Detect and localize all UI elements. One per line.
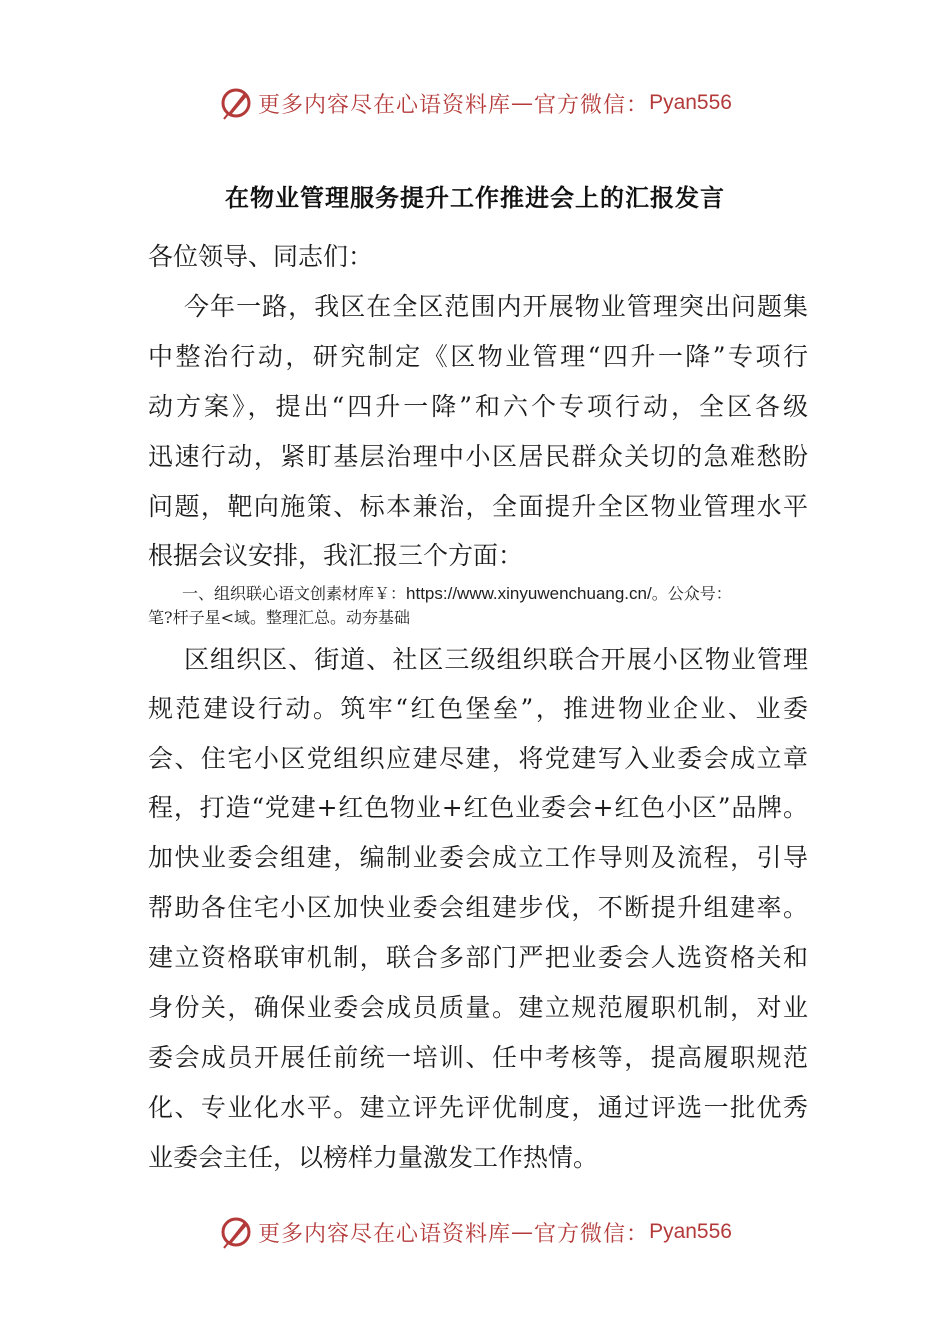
para2-line: 规范建设行动。筑牢“红色堡垒”，推进物业企业、业委 xyxy=(148,694,808,723)
banner-wechat-id: Pyan556 xyxy=(649,1220,732,1243)
para2-line: 加快业委会组建，编制业委会成立工作导则及流程，引导 xyxy=(148,843,808,872)
quill-pen-logo-icon xyxy=(218,85,254,121)
para1-line: 动方案》，提出“四升一降”和六个专项行动，全区各级 xyxy=(148,392,808,421)
banner-dash: — xyxy=(511,90,535,116)
quill-pen-logo-icon xyxy=(218,1214,254,1250)
para2-line: 程，打造“党建+红色物业+红色业委会+红色小区”品牌。 xyxy=(148,793,808,822)
para2-line: 化、专业化水平。建立评先评优制度，通过评选一批优秀 xyxy=(148,1093,808,1122)
para2-line: 区组织区、街道、社区三级组织联合开展小区物业管理 xyxy=(184,645,808,674)
para1-line: 中整治行动，研究制定《区物业管理“四升一降”专项行 xyxy=(148,342,808,371)
para2-line: 身份关，确保业委会成员质量。建立规范履职机制，对业 xyxy=(148,993,808,1022)
para1-line: 根据会议安排，我汇报三个方面： xyxy=(148,541,524,570)
para2-line: 委会成员开展任前统一培训、任中考核等，提高履职规范 xyxy=(148,1043,808,1072)
document-title: 在物业管理服务提升工作推进会上的汇报发言 xyxy=(225,183,725,212)
note-prefix: 一、组织联心语文创素材库￥： xyxy=(182,584,407,603)
banner-wechat-id: Pyan556 xyxy=(649,91,732,114)
note-url: https://www.xinyuwenchuang.cn/ xyxy=(406,584,652,603)
para2-line: 帮助各住宅小区加快业委会组建步伐，不断提升组建率。 xyxy=(148,893,808,922)
para2-line: 会、住宅小区党组织应建尽建，将党建写入业委会成立章 xyxy=(148,744,808,773)
para1-line: 迅速行动，紧盯基层治理中小区居民群众关切的急难愁盼 xyxy=(148,442,808,471)
source-note-line2: 笔?杆子星<域。整理汇总。动夯基础 xyxy=(148,608,410,627)
note-suffix: 。公众号： xyxy=(651,584,732,603)
banner-dash: — xyxy=(511,1219,535,1245)
source-note-line1 xyxy=(182,583,732,605)
banner-brand-text: 更多内容尽在心语资料库 xyxy=(258,92,512,118)
para2-line: 业委会主任，以榜样力量激发工作热情。 xyxy=(148,1143,599,1172)
para1-line: 今年一路，我区在全区范围内开展物业管理突出问题集 xyxy=(184,292,808,321)
para2-line: 建立资格联审机制，联合多部门严把业委会人选资格关和 xyxy=(148,943,808,972)
banner-brand-text: 更多内容尽在心语资料库 xyxy=(258,1221,512,1247)
banner-wechat-label: 官方微信： xyxy=(534,92,650,118)
banner-wechat-label: 官方微信： xyxy=(534,1221,650,1247)
para1-line: 问题，靶向施策、标本兼治，全面提升全区物业管理水平 xyxy=(148,492,808,521)
salutation: 各位领导、同志们： xyxy=(148,242,374,271)
footer-watermark-banner xyxy=(0,1212,950,1252)
header-watermark-banner xyxy=(0,83,950,123)
